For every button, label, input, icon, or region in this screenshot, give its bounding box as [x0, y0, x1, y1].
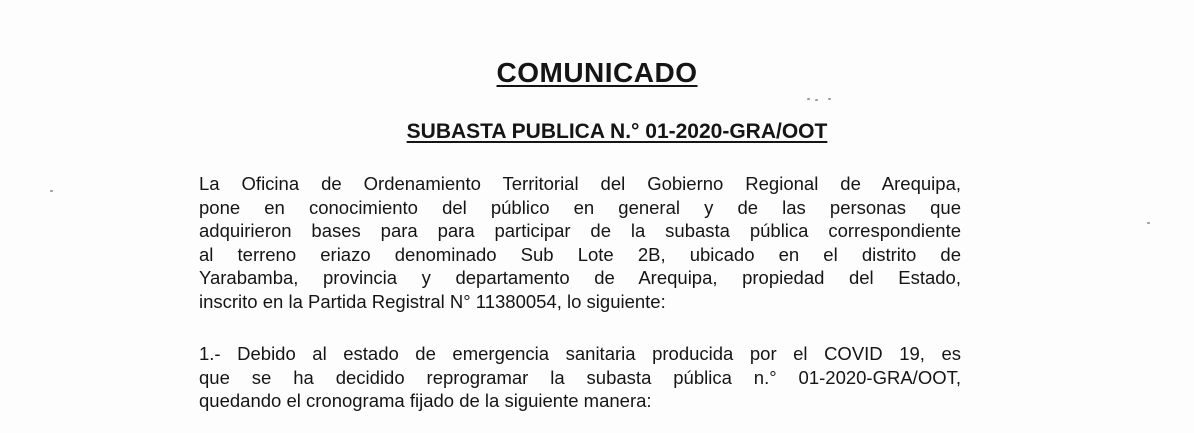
document-subtitle-text: SUBASTA PUBLICA N.° 01-2020-GRA/OOT: [406, 120, 828, 143]
item-1-paragraph-line: 1.- Debido al estado de emergencia sanitaria producida por el COVID 19, es: [199, 343, 961, 364]
intro-paragraph-line: La Oficina de Ordenamiento Territorial del Gobierno Regional de Arequipa,: [199, 173, 961, 194]
scan-speck: [807, 98, 810, 100]
scan-speck: [815, 99, 818, 101]
item-1-paragraph: [199, 342, 961, 413]
scan-speck: [828, 98, 831, 100]
intro-paragraph-line: al terreno eriazo denominado Sub Lote 2B, ubicado en el distrito de: [199, 243, 961, 265]
scan-speck: [1147, 222, 1150, 224]
intro-paragraph-line: adquirieron bases para para participar de la subasta pública correspondiente: [199, 220, 961, 241]
document-subtitle: [0, 119, 1194, 145]
document-title-text: COMUNICADO: [496, 57, 698, 88]
intro-paragraph: [199, 172, 961, 313]
intro-paragraph-line: pone en conocimiento del público en general y de las personas que: [199, 196, 961, 218]
item-1-paragraph-line: quedando el cronograma fijado de la siguiente manera:: [199, 390, 652, 411]
document-title: [0, 56, 1194, 90]
intro-paragraph-line: Yarabamba, provincia y departamento de Arequipa, propiedad del Estado,: [199, 267, 961, 288]
scan-speck: [50, 190, 53, 192]
item-1-paragraph-line: que se ha decidido reprogramar la subasta pública n.° 01-2020-GRA/OOT,: [199, 366, 961, 388]
intro-paragraph-line: inscrito en la Partida Registral N° 11380054, lo siguiente:: [199, 290, 666, 312]
